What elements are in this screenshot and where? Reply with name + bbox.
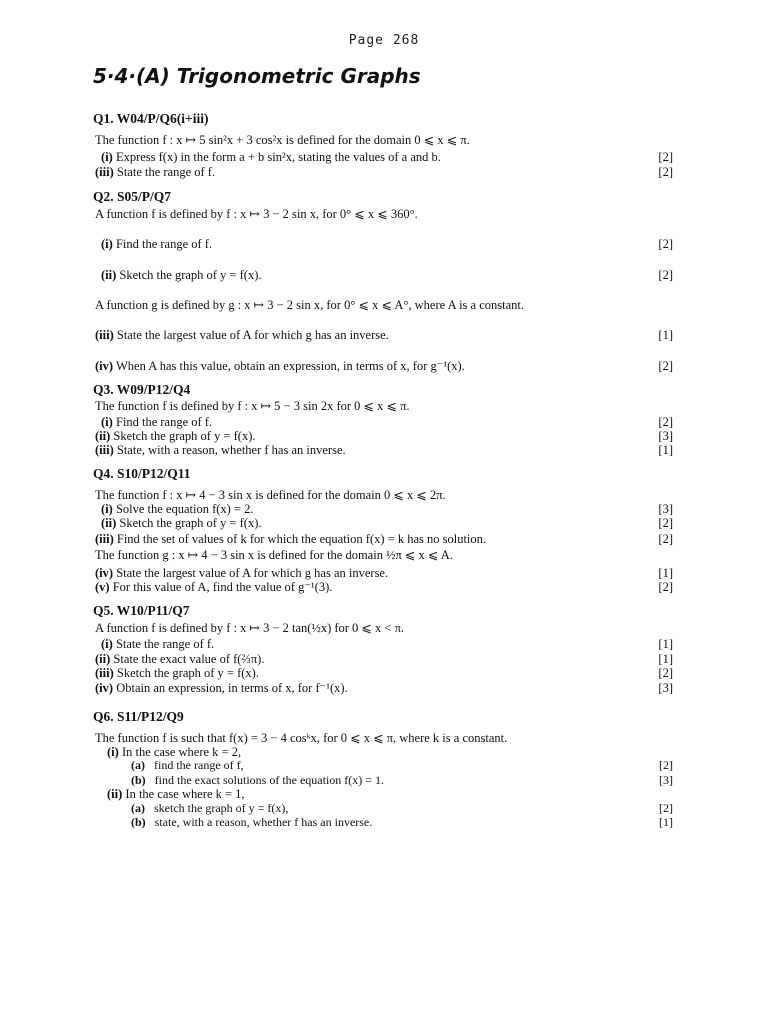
question-stem: A function f is defined by f : x ↦ 3 − 2 tan(½x) for 0 ⩽ x < π. xyxy=(95,621,405,635)
question-part: (iv) When A has this value, obtain an expression, in terms of x, for g⁻¹(x). [2] xyxy=(95,359,673,373)
mark: [2] xyxy=(658,415,673,429)
mark: [1] xyxy=(658,652,673,666)
question-heading-q5: Q5. W10/P11/Q7 xyxy=(93,603,190,618)
mark: [2] xyxy=(658,268,673,282)
mark: [3] xyxy=(658,502,673,516)
question-part: (v) For this value of A, find the value of g⁻¹(3). [2] xyxy=(95,580,673,594)
mark: [2] xyxy=(658,150,673,164)
question-subpart: (b) find the exact solutions of the equation f(x) = 1. [3] xyxy=(131,773,673,787)
question-subpart: (a) sketch the graph of y = f(x), [2] xyxy=(131,801,673,815)
question-stem: A function g is defined by g : x ↦ 3 − 2 sin x, for 0° ⩽ x ⩽ A°, where A is a constant. xyxy=(95,298,524,312)
page-number: Page 268 xyxy=(348,33,420,48)
question-part: (iii) State the range of f. [2] xyxy=(95,165,673,179)
mark: [2] xyxy=(659,801,673,815)
question-stem: The function f : x ↦ 5 sin²x + 3 cos²x is defined for the domain 0 ⩽ x ⩽ π. xyxy=(95,133,470,147)
question-heading-q1: Q1. W04/P/Q6(i+iii) xyxy=(93,111,209,126)
mark: [3] xyxy=(658,681,673,695)
mark: [2] xyxy=(658,359,673,373)
question-part: (ii) In the case where k = 1, xyxy=(107,787,245,801)
question-part: (iii) State, with a reason, whether f has an inverse. [1] xyxy=(95,443,673,457)
mark: [2] xyxy=(658,666,673,680)
question-stem: The function f is such that f(x) = 3 − 4 cosᵏx, for 0 ⩽ x ⩽ π, where k is a constant. xyxy=(95,731,508,745)
question-stem: A function f is defined by f : x ↦ 3 − 2 sin x, for 0° ⩽ x ⩽ 360°. xyxy=(95,207,418,221)
mark: [1] xyxy=(658,637,673,651)
question-part: (iv) State the largest value of A for which g has an inverse. [1] xyxy=(95,566,673,580)
mark: [1] xyxy=(658,443,673,457)
question-part: (ii) Sketch the graph of y = f(x). [2] xyxy=(101,516,673,530)
mark: [3] xyxy=(658,429,673,443)
chapter-title: 5·4·(A) Trigonometric Graphs xyxy=(93,64,421,88)
question-part: (i) Solve the equation f(x) = 2. [3] xyxy=(101,502,673,516)
question-heading-q3: Q3. W09/P12/Q4 xyxy=(93,382,191,397)
mark: [2] xyxy=(658,516,673,530)
question-part: (i) In the case where k = 2, xyxy=(107,745,242,759)
question-part: (i) Find the range of f. [2] xyxy=(101,415,673,429)
question-part: (i) State the range of f. [1] xyxy=(101,637,673,651)
mark: [2] xyxy=(658,580,673,594)
question-part: (iii) State the largest value of A for which g has an inverse. [1] xyxy=(95,328,673,342)
mark: [1] xyxy=(659,815,673,829)
mark: [2] xyxy=(658,165,673,179)
question-part: (iii) Sketch the graph of y = f(x). [2] xyxy=(95,666,673,680)
question-part: (ii) State the exact value of f(⅔π). [1] xyxy=(95,652,673,666)
question-subpart: (b) state, with a reason, whether f has an inverse. [1] xyxy=(131,815,673,829)
question-heading-q2: Q2. S05/P/Q7 xyxy=(93,189,172,204)
question-part: (iv) Obtain an expression, in terms of x, for f⁻¹(x). [3] xyxy=(95,681,673,695)
mark: [3] xyxy=(659,773,673,787)
question-part: (i) Express f(x) in the form a + b sin²x, stating the values of a and b. [2] xyxy=(101,150,673,164)
question-heading-q4: Q4. S10/P12/Q11 xyxy=(93,466,191,481)
question-part: (iii) Find the set of values of k for which the equation f(x) = k has no solution. [2] xyxy=(95,532,673,546)
question-subpart: (a) find the range of f, [2] xyxy=(131,758,673,772)
question-part: (i) Find the range of f. [2] xyxy=(101,237,673,251)
question-stem: The function f : x ↦ 4 − 3 sin x is defined for the domain 0 ⩽ x ⩽ 2π. xyxy=(95,488,446,502)
question-heading-q6: Q6. S11/P12/Q9 xyxy=(93,709,184,724)
question-part: (ii) Sketch the graph of y = f(x). [2] xyxy=(101,268,673,282)
mark: [2] xyxy=(658,532,673,546)
question-stem: The function f is defined by f : x ↦ 5 − 3 sin 2x for 0 ⩽ x ⩽ π. xyxy=(95,399,410,413)
mark: [1] xyxy=(658,328,673,342)
mark: [2] xyxy=(659,758,673,772)
question-stem: The function g : x ↦ 4 − 3 sin x is defined for the domain ½π ⩽ x ⩽ A. xyxy=(95,548,453,562)
mark: [2] xyxy=(658,237,673,251)
mark: [1] xyxy=(658,566,673,580)
question-part: (ii) Sketch the graph of y = f(x). [3] xyxy=(95,429,673,443)
